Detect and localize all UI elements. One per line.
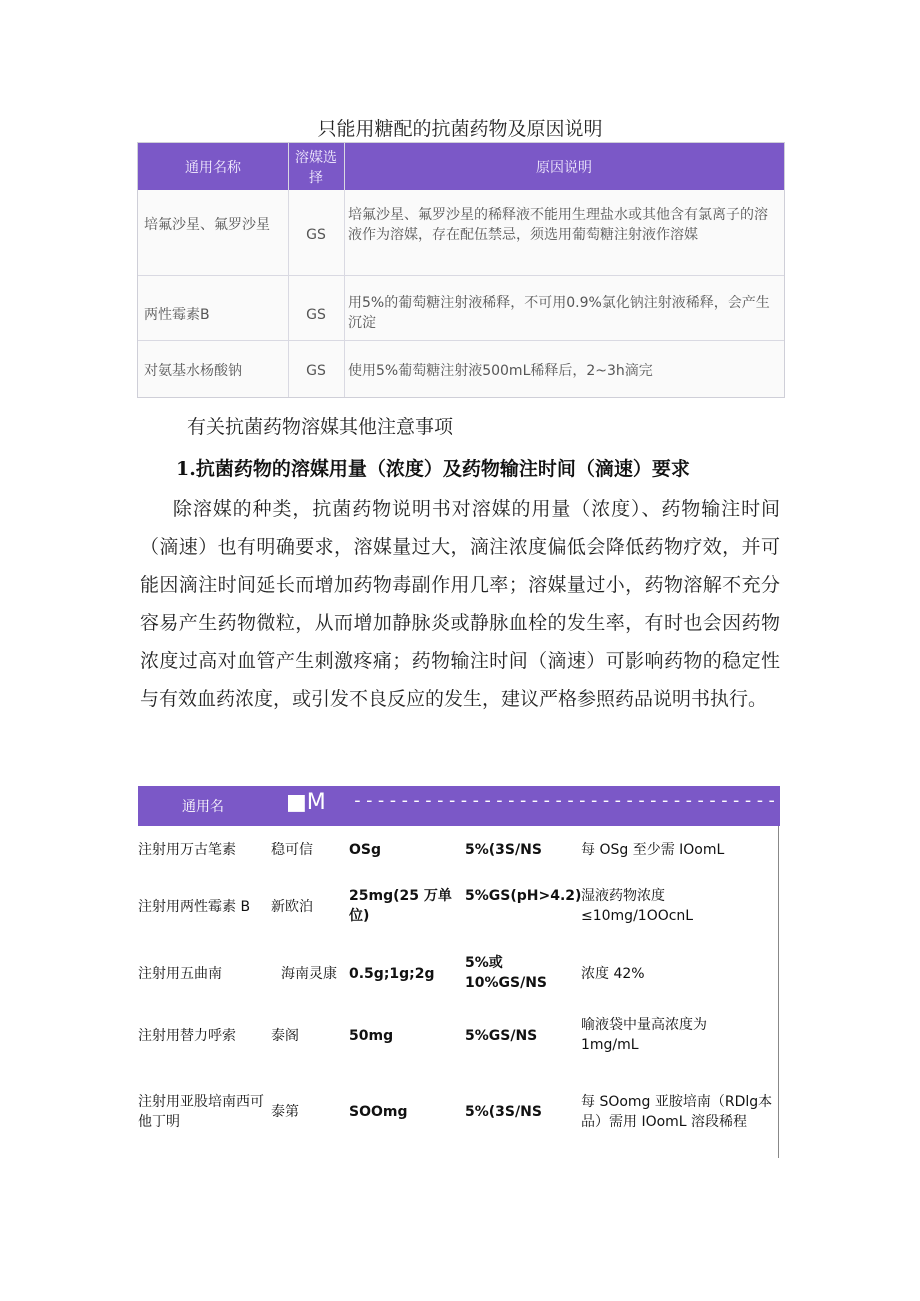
- table2-header-name: 通用名: [182, 799, 224, 815]
- table1-header-solvent: 溶媒选择: [295, 149, 337, 186]
- table2-row4-dose: 50mg: [349, 1028, 394, 1044]
- solvent-dosage-table: [138, 786, 873, 1158]
- table2-row2-solvent: 5%GS(pH>4.2): [465, 888, 582, 904]
- table1-row2-solvent: GS: [306, 307, 326, 323]
- table2-row2-brand: 新欧泊: [271, 899, 313, 915]
- table2-row3-brand: 海南灵康: [281, 966, 337, 982]
- table1-divider: [288, 143, 289, 397]
- table2-row5-dose: SOOmg: [349, 1104, 408, 1120]
- table2-row1-dose: OSg: [349, 842, 382, 858]
- table2-row1-name: 注射用万古笔素: [138, 842, 236, 858]
- table2-row3-name: 注射用五曲南: [138, 966, 222, 982]
- table2-row5-name: 注射用亚股培南西可他丁明: [138, 1094, 264, 1130]
- table2-row5-brand: 泰第: [271, 1104, 299, 1120]
- table2-row5-note: 每 SOomg 亚胺培南（RDlg本品）需用 IOomL 溶段稀程: [581, 1094, 773, 1130]
- paragraph-text: 除溶媒的种类，抗菌药物说明书对溶媒的用量（浓度）、药物输注时间（滴速）也有明确要求，溶媒量过大，滴注浓度偏低会降低药物疗效，并可能因滴注时间延长而增加药物毒副作用几率；溶媒量过小，药物溶解不充分容易产生药物微粒，从而增加静脉炎或静脉血栓的发生率，有时也会因药物浓度过高对血管产生刺激疼痛；药物输注时间（滴速）可影响药物的稳定性与有效血药浓度，或引发不良反应的发生，建议严格参照药品说明书执行。: [140, 498, 780, 710]
- table1-header-row: [138, 143, 784, 190]
- table1-row1-reason: 培氟沙星、氟罗沙星的稀释液不能用生理盐水或其他含有氯离子的溶液作为溶媒，存在配伍禁忌，须选用葡萄糖注射液作溶媒: [348, 207, 768, 243]
- table1-row1-solvent: GS: [306, 227, 326, 243]
- table2-header-mark: ■M: [286, 790, 326, 815]
- table1-row3-reason: 使用5%葡萄糖注射液500mL稀释后，2~3h滴完: [348, 363, 653, 379]
- subsection-heading: 1.抗菌药物的溶媒用量（浓度）及药物输注时间（滴速）要求: [176, 458, 690, 480]
- table2-row2-dose: 25mg(25 万单位): [349, 888, 452, 924]
- table2-row3-dose: 0.5g;1g;2g: [349, 966, 435, 982]
- table2-row4-name: 注射用替力呼索: [138, 1028, 236, 1044]
- table2-row2-name: 注射用两性霉素 B: [138, 899, 251, 915]
- table1-divider: [344, 143, 345, 397]
- table1-row3-solvent: GS: [306, 363, 326, 379]
- table2-header-row: [138, 786, 873, 826]
- table2-border: [778, 826, 779, 1158]
- table2-row4-solvent: 5%GS/NS: [465, 1028, 538, 1044]
- body-paragraph: [140, 490, 780, 718]
- table2-header-dashes: --------------------------------------------: [352, 790, 873, 811]
- section-heading: 有关抗菌药物溶媒其他注意事项: [187, 416, 454, 438]
- table1-row2-reason: 用5%的葡萄糖注射液稀释，不可用0.9%氯化钠注射液稀释，会产生沉淀: [348, 295, 770, 331]
- table1-divider: [138, 275, 784, 276]
- table2-row3-solvent: 5%或10%GS/NS: [465, 955, 547, 991]
- table2-row1-solvent: 5%(3S/NS: [465, 842, 542, 858]
- table1-header-name: 通用名称: [185, 159, 241, 176]
- table2-row4-brand: 泰阁: [271, 1028, 299, 1044]
- table1-row1-name: 培氟沙星、氟罗沙星: [144, 217, 270, 233]
- table1-caption: 只能用糖配的抗菌药物及原因说明: [317, 118, 603, 140]
- table1-row3-name: 对氨基水杨酸钠: [144, 363, 242, 379]
- antibiotic-glucose-table: [137, 142, 785, 398]
- table1-header-reason: 原因说明: [536, 159, 592, 176]
- table2-row4-note: 喻液袋中量高浓度为1mg/mL: [581, 1017, 707, 1053]
- table2-row5-solvent: 5%(3S/NS: [465, 1104, 542, 1120]
- table1-divider: [138, 340, 784, 341]
- table2-row1-brand: 稳可信: [271, 842, 313, 858]
- table2-row3-note: 浓度 42%: [581, 966, 645, 982]
- table2-row1-note: 每 OSg 至少需 IOomL: [581, 842, 725, 858]
- table2-row2-note: 湿液药物浓度≤10mg/1OOcnL: [581, 888, 694, 924]
- table1-row2-name: 两性霉素B: [144, 307, 210, 323]
